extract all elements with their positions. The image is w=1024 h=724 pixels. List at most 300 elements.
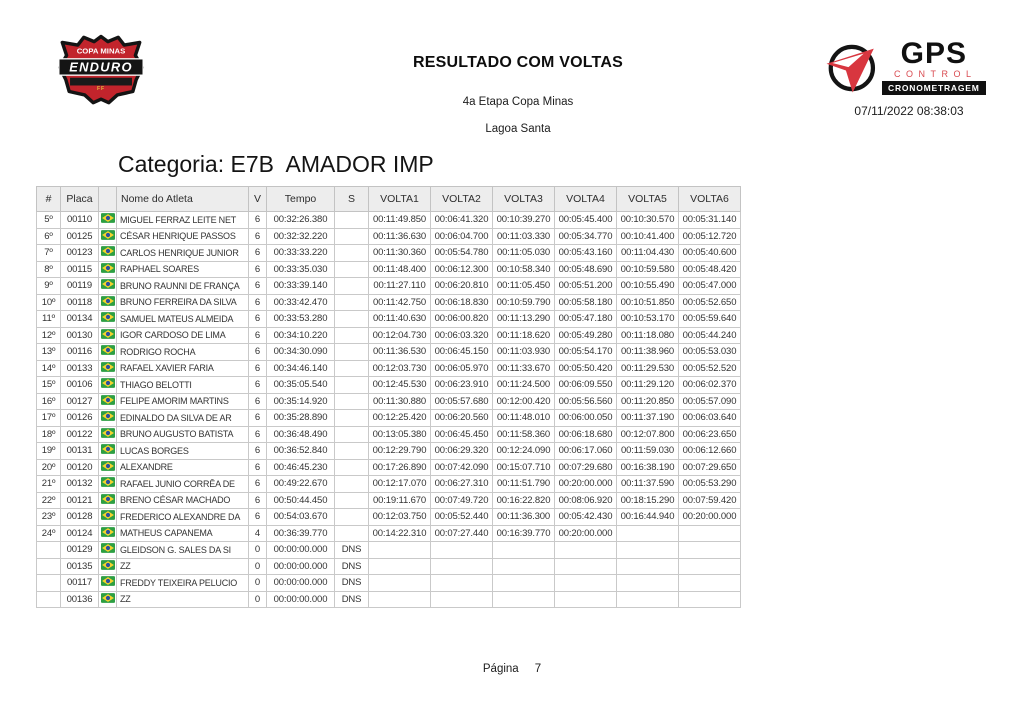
lap-time-cell: 00:18:15.290 [617, 492, 679, 509]
lap-time-cell: 00:11:36.300 [493, 509, 555, 526]
lap-time-cell: 00:12:45.530 [369, 377, 431, 394]
athlete-name-cell: LUCAS BORGES [117, 443, 249, 460]
laps-count-cell: 6 [249, 476, 267, 493]
lap-time-cell: 00:15:07.710 [493, 459, 555, 476]
lap-time-cell: 00:06:04.700 [431, 228, 493, 245]
lap-time-cell: 00:05:42.430 [555, 509, 617, 526]
lap-time-cell: 00:05:47.000 [679, 278, 741, 295]
lap-time-cell: 00:11:18.080 [617, 327, 679, 344]
lap-time-cell [431, 575, 493, 592]
status-cell [335, 228, 369, 245]
brazil-flag-icon [101, 395, 115, 405]
lap-time-cell [555, 591, 617, 608]
brazil-flag-icon [101, 560, 115, 570]
lap-time-cell: 00:07:42.090 [431, 459, 493, 476]
lap-time-cell: 00:05:31.140 [679, 212, 741, 229]
lap-time-cell [555, 542, 617, 559]
rank-cell [37, 558, 61, 575]
athlete-name-cell: ALEXANDRE [117, 459, 249, 476]
lap-time-cell: 00:05:57.680 [431, 393, 493, 410]
rank-cell [37, 591, 61, 608]
status-cell [335, 426, 369, 443]
lap-time-cell: 00:05:47.180 [555, 311, 617, 328]
lap-time-cell: 00:05:34.770 [555, 228, 617, 245]
lap-time-cell: 00:05:49.280 [555, 327, 617, 344]
result-row [37, 426, 741, 443]
total-time-cell: 00:33:53.280 [267, 311, 335, 328]
lap-time-cell: 00:11:42.750 [369, 294, 431, 311]
col-header-volta5: VOLTA5 [617, 187, 679, 212]
status-cell [335, 410, 369, 427]
lap-time-cell: 00:11:18.620 [493, 327, 555, 344]
lap-time-cell [431, 591, 493, 608]
laps-count-cell: 6 [249, 311, 267, 328]
status-cell [335, 327, 369, 344]
table-header-row [37, 187, 741, 212]
status-cell [335, 261, 369, 278]
lap-time-cell: 00:16:22.820 [493, 492, 555, 509]
rank-cell: 9º [37, 278, 61, 295]
brazil-flag-icon [101, 411, 115, 421]
brazil-flag-icon [101, 263, 115, 273]
lap-time-cell [493, 558, 555, 575]
flag-cell [99, 575, 117, 592]
lap-time-cell: 00:20:00.000 [679, 509, 741, 526]
result-row [37, 327, 741, 344]
total-time-cell: 00:00:00.000 [267, 542, 335, 559]
brazil-flag-icon [101, 329, 115, 339]
lap-time-cell: 00:05:50.420 [555, 360, 617, 377]
flag-cell [99, 261, 117, 278]
lap-time-cell: 00:05:56.560 [555, 393, 617, 410]
result-row [37, 443, 741, 460]
flag-cell [99, 294, 117, 311]
rank-cell: 21º [37, 476, 61, 493]
lap-time-cell: 00:05:59.640 [679, 311, 741, 328]
flag-cell [99, 212, 117, 229]
total-time-cell: 00:54:03.670 [267, 509, 335, 526]
laps-count-cell: 6 [249, 509, 267, 526]
lap-time-cell: 00:10:59.790 [493, 294, 555, 311]
lap-time-cell: 00:16:44.940 [617, 509, 679, 526]
lap-time-cell [617, 525, 679, 542]
result-row [37, 393, 741, 410]
report-datetime: 07/11/2022 08:38:03 [854, 104, 964, 118]
placa-cell: 00136 [61, 591, 99, 608]
laps-count-cell: 6 [249, 393, 267, 410]
col-header-v: V [249, 187, 267, 212]
rank-cell [37, 575, 61, 592]
brazil-flag-icon [101, 213, 115, 223]
laps-count-cell: 6 [249, 344, 267, 361]
lap-time-cell: 00:11:48.400 [369, 261, 431, 278]
lap-time-cell: 00:06:41.320 [431, 212, 493, 229]
lap-time-cell: 00:10:41.400 [617, 228, 679, 245]
result-row [37, 525, 741, 542]
lap-time-cell: 00:11:03.930 [493, 344, 555, 361]
total-time-cell: 00:34:10.220 [267, 327, 335, 344]
lap-time-cell: 00:06:45.450 [431, 426, 493, 443]
athlete-name-cell: FREDDY TEIXEIRA PELUCIO [117, 575, 249, 592]
brazil-flag-icon [101, 461, 115, 471]
lap-time-cell: 00:06:09.550 [555, 377, 617, 394]
placa-cell: 00120 [61, 459, 99, 476]
lap-time-cell: 00:12:03.730 [369, 360, 431, 377]
lap-time-cell [617, 558, 679, 575]
laps-count-cell: 6 [249, 377, 267, 394]
lap-time-cell: 00:07:27.440 [431, 525, 493, 542]
col-header-name: Nome do Atleta [117, 187, 249, 212]
athlete-name-cell: MIGUEL FERRAZ LEITE NET [117, 212, 249, 229]
rank-cell: 12º [37, 327, 61, 344]
lap-time-cell: 00:14:22.310 [369, 525, 431, 542]
lap-time-cell [679, 591, 741, 608]
result-row [37, 261, 741, 278]
laps-count-cell: 0 [249, 542, 267, 559]
athlete-name-cell: FELIPE AMORIM MARTINS [117, 393, 249, 410]
result-row [37, 410, 741, 427]
event-name: 4a Etapa Copa Minas [462, 96, 574, 108]
lap-time-cell [431, 542, 493, 559]
lap-time-cell: 00:11:24.500 [493, 377, 555, 394]
laps-count-cell: 6 [249, 459, 267, 476]
lap-time-cell: 00:05:48.420 [679, 261, 741, 278]
col-header-placa: Placa [61, 187, 99, 212]
rank-cell: 18º [37, 426, 61, 443]
flag-cell [99, 278, 117, 295]
athlete-name-cell: BRENO CÉSAR MACHADO [117, 492, 249, 509]
total-time-cell: 00:00:00.000 [267, 558, 335, 575]
lap-time-cell: 00:06:17.060 [555, 443, 617, 460]
lap-time-cell [369, 591, 431, 608]
result-row [37, 591, 741, 608]
placa-cell: 00118 [61, 294, 99, 311]
lap-time-cell: 00:06:23.650 [679, 426, 741, 443]
lap-time-cell: 00:06:03.320 [431, 327, 493, 344]
laps-count-cell: 6 [249, 261, 267, 278]
athlete-name-cell: RAFAEL JUNIO CORRÊA DE [117, 476, 249, 493]
lap-time-cell [679, 558, 741, 575]
lap-time-cell: 00:11:30.880 [369, 393, 431, 410]
flag-cell [99, 228, 117, 245]
laps-count-cell: 6 [249, 410, 267, 427]
lap-time-cell [493, 575, 555, 592]
total-time-cell: 00:36:39.770 [267, 525, 335, 542]
total-time-cell: 00:36:48.490 [267, 426, 335, 443]
lap-time-cell [679, 525, 741, 542]
lap-time-cell: 00:06:03.640 [679, 410, 741, 427]
result-row [37, 542, 741, 559]
flag-cell [99, 393, 117, 410]
rank-cell: 10º [37, 294, 61, 311]
lap-time-cell: 00:16:38.190 [617, 459, 679, 476]
athlete-name-cell: BRUNO RAUNNI DE FRANÇA [117, 278, 249, 295]
lap-time-cell: 00:06:02.370 [679, 377, 741, 394]
placa-cell: 00130 [61, 327, 99, 344]
lap-time-cell: 00:06:20.810 [431, 278, 493, 295]
col-header-flag [99, 187, 117, 212]
lap-time-cell: 00:11:59.030 [617, 443, 679, 460]
col-header-tempo: Tempo [267, 187, 335, 212]
lap-time-cell: 00:11:05.030 [493, 245, 555, 262]
flag-cell [99, 327, 117, 344]
total-time-cell: 00:33:42.470 [267, 294, 335, 311]
total-time-cell: 00:46:45.230 [267, 459, 335, 476]
lap-time-cell: 00:12:25.420 [369, 410, 431, 427]
placa-cell: 00115 [61, 261, 99, 278]
lap-time-cell: 00:06:27.310 [431, 476, 493, 493]
placa-cell: 00116 [61, 344, 99, 361]
results-body [37, 212, 741, 608]
lap-time-cell: 00:16:39.770 [493, 525, 555, 542]
enduro-badge-icon [58, 34, 144, 106]
flag-cell [99, 377, 117, 394]
flag-cell [99, 459, 117, 476]
flag-cell [99, 245, 117, 262]
placa-cell: 00124 [61, 525, 99, 542]
lap-time-cell: 00:05:57.090 [679, 393, 741, 410]
total-time-cell: 00:33:35.030 [267, 261, 335, 278]
rank-cell: 13º [37, 344, 61, 361]
placa-cell: 00121 [61, 492, 99, 509]
lap-time-cell: 00:06:18.830 [431, 294, 493, 311]
laps-count-cell: 6 [249, 228, 267, 245]
total-time-cell: 00:00:00.000 [267, 591, 335, 608]
result-row [37, 360, 741, 377]
rank-cell [37, 542, 61, 559]
status-cell [335, 459, 369, 476]
lap-time-cell: 00:11:38.960 [617, 344, 679, 361]
lap-time-cell: 00:17:26.890 [369, 459, 431, 476]
total-time-cell: 00:49:22.670 [267, 476, 335, 493]
lap-time-cell: 00:11:37.190 [617, 410, 679, 427]
lap-time-cell: 00:05:52.650 [679, 294, 741, 311]
laps-count-cell: 0 [249, 575, 267, 592]
placa-cell: 00128 [61, 509, 99, 526]
brazil-flag-icon [101, 378, 115, 388]
flag-cell [99, 591, 117, 608]
result-row [37, 476, 741, 493]
placa-cell: 00106 [61, 377, 99, 394]
total-time-cell: 00:35:28.890 [267, 410, 335, 427]
lap-time-cell: 00:11:36.530 [369, 344, 431, 361]
brazil-flag-icon [101, 576, 115, 586]
col-header-rank: # [37, 187, 61, 212]
laps-count-cell: 0 [249, 591, 267, 608]
lap-time-cell: 00:06:12.300 [431, 261, 493, 278]
lap-time-cell: 00:07:29.680 [555, 459, 617, 476]
athlete-name-cell: CARLOS HENRIQUE JUNIOR [117, 245, 249, 262]
brazil-flag-icon [101, 444, 115, 454]
lap-time-cell: 00:13:05.380 [369, 426, 431, 443]
page-number: 7 [534, 663, 542, 675]
total-time-cell: 00:00:00.000 [267, 575, 335, 592]
rank-cell: 8º [37, 261, 61, 278]
result-row [37, 278, 741, 295]
lap-time-cell: 00:12:03.750 [369, 509, 431, 526]
laps-count-cell: 6 [249, 426, 267, 443]
lap-time-cell: 00:11:36.630 [369, 228, 431, 245]
placa-cell: 00123 [61, 245, 99, 262]
event-location: Lagoa Santa [485, 123, 551, 135]
lap-time-cell: 00:05:51.200 [555, 278, 617, 295]
lap-time-cell: 00:12:17.070 [369, 476, 431, 493]
lap-time-cell: 00:06:20.560 [431, 410, 493, 427]
total-time-cell: 00:32:26.380 [267, 212, 335, 229]
category-title: Categoria: E7B AMADOR IMP [118, 151, 434, 177]
lap-time-cell: 00:11:40.630 [369, 311, 431, 328]
status-cell [335, 311, 369, 328]
flag-cell [99, 542, 117, 559]
col-header-volta1: VOLTA1 [369, 187, 431, 212]
lap-time-cell [369, 575, 431, 592]
page-label: Página [482, 663, 519, 675]
brazil-flag-icon [101, 494, 115, 504]
flag-cell [99, 509, 117, 526]
athlete-name-cell: GLEIDSON G. SALES DA SI [117, 542, 249, 559]
result-row [37, 311, 741, 328]
lap-time-cell: 00:05:44.240 [679, 327, 741, 344]
gps-logo-control-label: CONTROL [894, 69, 977, 79]
status-cell [335, 476, 369, 493]
result-row [37, 509, 741, 526]
placa-cell: 00110 [61, 212, 99, 229]
total-time-cell: 00:33:39.140 [267, 278, 335, 295]
lap-time-cell: 00:05:40.600 [679, 245, 741, 262]
laps-count-cell: 4 [249, 525, 267, 542]
placa-cell: 00134 [61, 311, 99, 328]
lap-time-cell: 00:12:24.090 [493, 443, 555, 460]
lap-time-cell [617, 575, 679, 592]
lap-time-cell: 00:11:13.290 [493, 311, 555, 328]
lap-time-cell: 00:06:00.820 [431, 311, 493, 328]
placa-cell: 00122 [61, 426, 99, 443]
athlete-name-cell: RODRIGO ROCHA [117, 344, 249, 361]
laps-count-cell: 0 [249, 558, 267, 575]
badge-top-label: COPA MINAS [76, 46, 126, 56]
total-time-cell: 00:34:46.140 [267, 360, 335, 377]
rank-cell: 6º [37, 228, 61, 245]
lap-time-cell: 00:10:58.340 [493, 261, 555, 278]
lap-time-cell: 00:05:45.400 [555, 212, 617, 229]
status-cell: DNS [335, 558, 369, 575]
result-row [37, 228, 741, 245]
lap-time-cell: 00:05:48.690 [555, 261, 617, 278]
total-time-cell: 00:32:32.220 [267, 228, 335, 245]
lap-time-cell: 00:10:39.270 [493, 212, 555, 229]
athlete-name-cell: BRUNO FERREIRA DA SILVA [117, 294, 249, 311]
flag-cell [99, 410, 117, 427]
report-title: RESULTADO COM VOLTAS [413, 54, 623, 71]
col-header-volta2: VOLTA2 [431, 187, 493, 212]
laps-count-cell: 6 [249, 492, 267, 509]
status-cell: DNS [335, 575, 369, 592]
lap-time-cell [369, 558, 431, 575]
brazil-flag-icon [101, 477, 115, 487]
athlete-name-cell: ZZ [117, 591, 249, 608]
status-cell [335, 509, 369, 526]
lap-time-cell: 00:11:49.850 [369, 212, 431, 229]
flag-cell [99, 426, 117, 443]
total-time-cell: 00:50:44.450 [267, 492, 335, 509]
lap-time-cell: 00:10:55.490 [617, 278, 679, 295]
laps-count-cell: 6 [249, 360, 267, 377]
col-header-s: S [335, 187, 369, 212]
lap-time-cell: 00:11:20.850 [617, 393, 679, 410]
athlete-name-cell: FREDERICO ALEXANDRE DA [117, 509, 249, 526]
lap-time-cell: 00:19:11.670 [369, 492, 431, 509]
status-cell [335, 278, 369, 295]
lap-time-cell: 00:20:00.000 [555, 525, 617, 542]
lap-time-cell: 00:11:29.530 [617, 360, 679, 377]
lap-time-cell: 00:06:45.150 [431, 344, 493, 361]
rank-cell: 17º [37, 410, 61, 427]
col-header-volta6: VOLTA6 [679, 187, 741, 212]
status-cell: DNS [335, 591, 369, 608]
athlete-name-cell: THIAGO BELOTTI [117, 377, 249, 394]
lap-time-cell: 00:11:48.010 [493, 410, 555, 427]
brazil-flag-icon [101, 593, 115, 603]
lap-time-cell: 00:07:49.720 [431, 492, 493, 509]
result-row [37, 294, 741, 311]
lap-time-cell [369, 542, 431, 559]
brazil-flag-icon [101, 510, 115, 520]
col-header-volta3: VOLTA3 [493, 187, 555, 212]
lap-time-cell: 00:05:54.780 [431, 245, 493, 262]
gps-logo-name: GPS [900, 37, 967, 70]
lap-time-cell [555, 575, 617, 592]
laps-count-cell: 6 [249, 245, 267, 262]
lap-time-cell: 00:10:51.850 [617, 294, 679, 311]
athlete-name-cell: IGOR CARDOSO DE LIMA [117, 327, 249, 344]
status-cell [335, 360, 369, 377]
lap-time-cell: 00:11:58.360 [493, 426, 555, 443]
placa-cell: 00125 [61, 228, 99, 245]
total-time-cell: 00:34:30.090 [267, 344, 335, 361]
lap-time-cell: 00:11:33.670 [493, 360, 555, 377]
lap-time-cell: 00:11:51.790 [493, 476, 555, 493]
lap-time-cell: 00:12:00.420 [493, 393, 555, 410]
result-row [37, 245, 741, 262]
placa-cell: 00126 [61, 410, 99, 427]
rank-cell: 15º [37, 377, 61, 394]
lap-time-cell: 00:12:04.730 [369, 327, 431, 344]
status-cell [335, 245, 369, 262]
lap-time-cell [617, 591, 679, 608]
laps-count-cell: 6 [249, 327, 267, 344]
lap-time-cell: 00:10:30.570 [617, 212, 679, 229]
results-table [36, 186, 741, 608]
lap-time-cell: 00:20:00.000 [555, 476, 617, 493]
laps-count-cell: 6 [249, 294, 267, 311]
lap-time-cell: 00:10:53.170 [617, 311, 679, 328]
brazil-flag-icon [101, 428, 115, 438]
placa-cell: 00131 [61, 443, 99, 460]
laps-count-cell: 6 [249, 443, 267, 460]
lap-time-cell: 00:05:58.180 [555, 294, 617, 311]
total-time-cell: 00:33:33.220 [267, 245, 335, 262]
placa-cell: 00127 [61, 393, 99, 410]
athlete-name-cell: SAMUEL MATEUS ALMEIDA [117, 311, 249, 328]
lap-time-cell: 00:11:05.450 [493, 278, 555, 295]
rank-cell: 7º [37, 245, 61, 262]
rank-cell: 11º [37, 311, 61, 328]
lap-time-cell: 00:10:59.580 [617, 261, 679, 278]
gps-control-logo [824, 37, 994, 118]
lap-time-cell: 00:11:04.430 [617, 245, 679, 262]
status-cell [335, 212, 369, 229]
status-cell [335, 294, 369, 311]
